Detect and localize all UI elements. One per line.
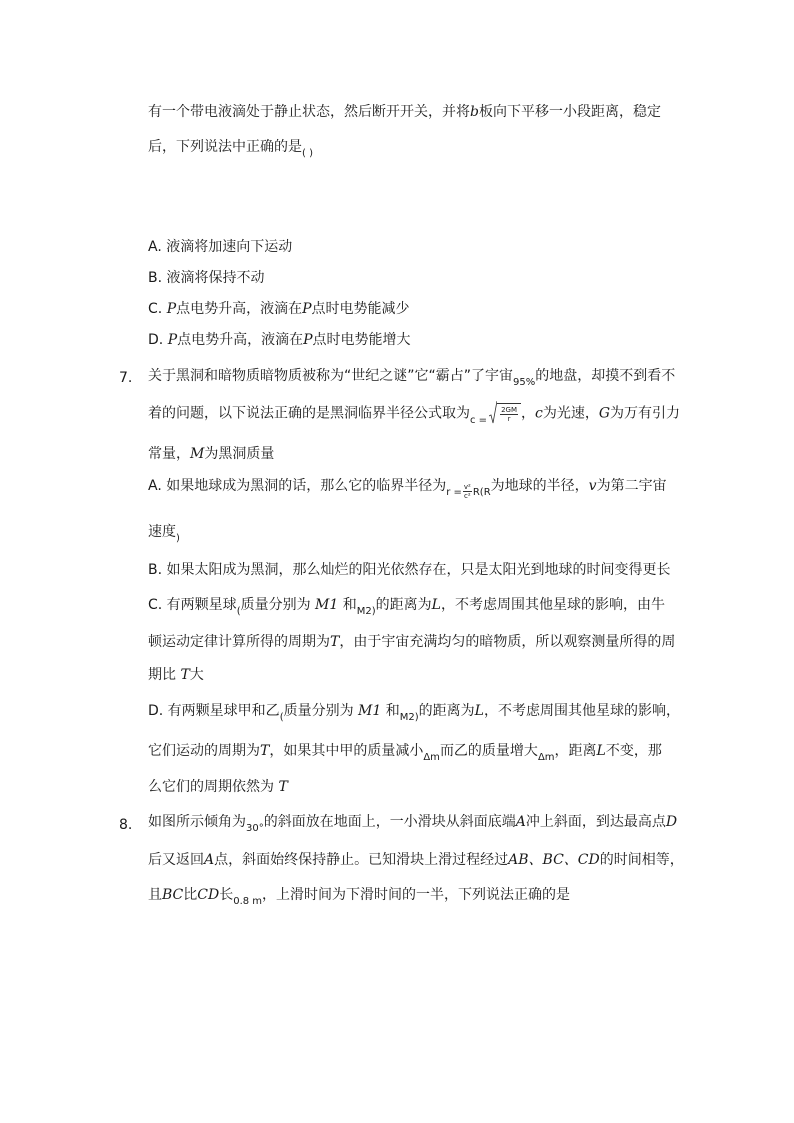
q7-option-d-cont-1: 它们运动的周期为T，如果其中甲的质量减小$_{\Delta m}$而乙的质量增大$_{\Delta m}$，距离L不变，那 xyxy=(148,743,662,763)
q6-option-c: C. P点电势升高，液滴在P点时电势能减少 xyxy=(148,301,410,317)
question-number-7: 7. xyxy=(119,370,133,386)
q7-option-d-cont-2: 么它们的周期依然为 T xyxy=(148,779,288,795)
q7-option-c-cont-2: 期比 T大 xyxy=(148,667,204,683)
q7-stem-line-1: 关于黑洞和暗物质暗物质被称为“世纪之谜”它“霸占”了宇宙$_{95\%}$的地盘，却摸不到看不 xyxy=(148,368,676,388)
q7-option-a: A. 如果地球成为黑洞的话，那么它的临界半径为$_{r =}$ $\frac{\text{v²}}{\text{c²}}$ $_{R(R}$为地球的半径，v为第二宇宙 xyxy=(148,478,667,500)
q7-option-c-cont-1: 顿运动定律计算所得的周期为T，由于宇宙充满均匀的暗物质，所以观察测量所得的周 xyxy=(148,634,676,650)
q8-stem-line-1: 如图所示倾角为$_{30^\circ}$的斜面放在地面上，一小滑块从斜面底端A冲上斜面，到达最高点D xyxy=(148,814,678,834)
q6-option-d: D. P点电势升高，液滴在P点时电势能增大 xyxy=(148,332,411,348)
q7-option-b: B. 如果太阳成为黑洞，那么灿烂的阳光依然存在，只是太阳光到地球的时间变得更长 xyxy=(148,562,671,578)
q7-option-d: D. 有两颗星球甲和乙$_($质量分别为 M1 和$_{M2)}$的距离为L，不考虑周围其他星球的影响， xyxy=(148,703,680,723)
q6-option-a: A. 液滴将加速向下运动 xyxy=(148,239,293,255)
sqrt-sign-icon xyxy=(489,401,497,425)
question-number-8: 8. xyxy=(119,817,133,833)
earth-radius-formula: $\frac{\text{v²}}{\text{c²}}$ xyxy=(463,482,471,500)
q6-option-b: B. 液滴将保持不动 xyxy=(148,270,265,286)
q7-option-c: C. 有两颗星球$_($质量分别为 M1 和$_{M2)}$的距离为L，不考虑周围其他星球的影响，由牛 xyxy=(148,597,665,617)
q7-stem-line-3: 常量，M为黑洞质量 xyxy=(148,446,275,462)
q8-stem-line-2: 后又返回A点，斜面始终保持静止。已知滑块上滑过程经过AB、BC、CD的时间相等， xyxy=(148,852,684,868)
critical-radius-formula: $\frac{2GM}{r}$ xyxy=(489,403,521,424)
q7-option-a-cont: 速度$_)$ xyxy=(148,524,180,544)
q8-stem-line-3: 且BC比CD长$_{0.8 m}$，上滑时间为下滑时间的一半，下列说法正确的是 xyxy=(148,887,571,907)
q7-stem-line-2: 着的问题，以下说法正确的是黑洞临界半径公式取为$_{c =}$ $\frac{2GM}{r}$ ，c为光速，G为万有引力 xyxy=(148,403,680,426)
q6-stem-line-1: 有一个带电液滴处于静止状态，然后断开开关，并将b板向下平移一小段距离，稳定 xyxy=(148,104,661,120)
q6-stem-line-2: 后，下列说法中正确的是$_{( )}$ xyxy=(148,139,313,159)
